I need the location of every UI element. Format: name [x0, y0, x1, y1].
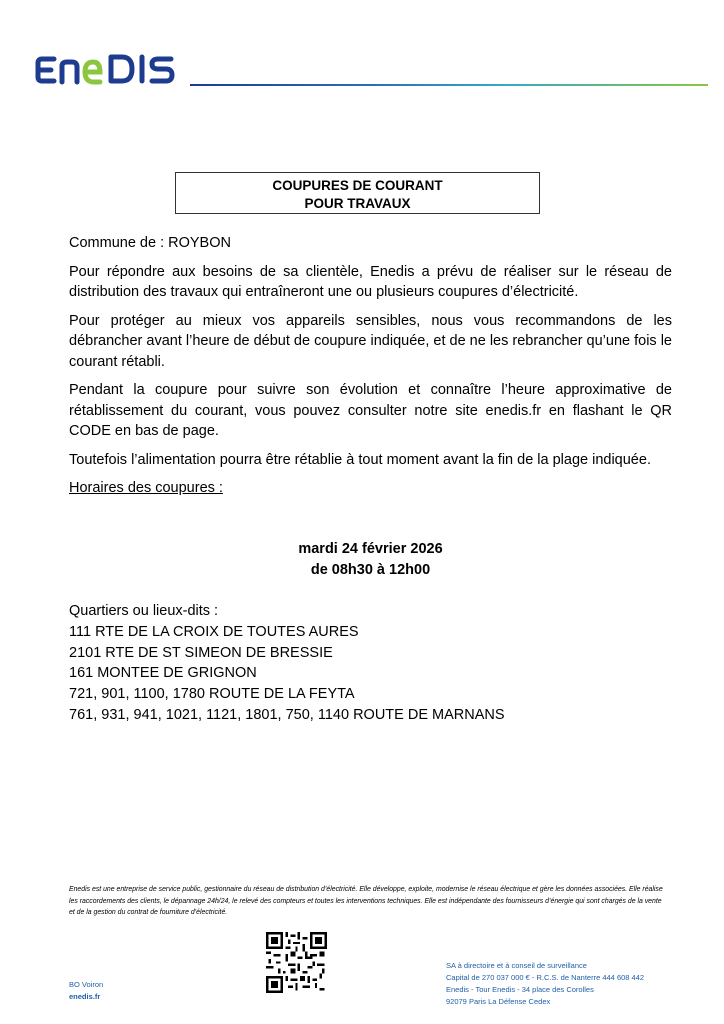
affected-places [69, 601, 672, 726]
footer-office: BO Voiron [69, 980, 104, 989]
place-item: 761, 931, 941, 1021, 1121, 1801, 750, 1140 ROUTE DE MARNANS [69, 706, 505, 723]
outage-schedule [69, 539, 672, 581]
outage-time: de 08h30 à 12h00 [310, 562, 431, 578]
enedis-logo [34, 52, 189, 88]
paragraph-works: Pour répondre aux besoins de sa clientèle, Enedis a prévu de réaliser sur le réseau de distribution des travaux qui entraîneront une ou plusieurs coupures d’électricité. [69, 263, 672, 300]
company-info-line: Capital de 270 037 000 € - R.C.S. de Nanterre 444 608 442 [446, 973, 645, 982]
header-gradient-line [190, 84, 708, 86]
footer-left [69, 979, 103, 1003]
place-item: 111 RTE DE LA CROIX DE TOUTES AURES [69, 623, 359, 640]
company-info-line: Enedis - Tour Enedis - 34 place des Corolles [446, 985, 594, 994]
company-info-line: 92079 Paris La Défense Cedex [446, 997, 551, 1006]
title-line-2: POUR TRAVAUX [304, 196, 411, 211]
document-title-box [175, 172, 540, 214]
legal-disclaimer: Enedis est une entreprise de service public, gestionnaire du réseau de distribution d’électricité. Elle développe, exploite, modernise le réseau électrique et gère les données associées. Elle réalise les raccordements des clients, le dépannage 24h/24, le relevé des compteurs et toutes les interventions techniques. Elle est indépendante des fournisseurs d’énergie qui sont chargés de la vente et de la gestion du contrat de fourniture d’électricité. [69, 886, 663, 916]
footer-website-link[interactable]: enedis.fr [69, 992, 101, 1001]
place-item: 161 MONTEE DE GRIGNON [69, 665, 257, 682]
footer-company-info [446, 960, 644, 1008]
schedule-heading: Horaires des coupures : [69, 480, 223, 496]
paragraph-restore-anytime: Toutefois l’alimentation pourra être rétablie à tout moment avant la fin de la plage indiquée. [69, 451, 651, 468]
company-info-line: SA à directoire et à conseil de surveillance [446, 961, 587, 970]
paragraph-protect-devices: Pour protéger au mieux vos appareils sensibles, nous vous recommandons de les débrancher avant l’heure de début de coupure indiquée, et de ne les rebrancher qu’une fois le courant rétabli. [69, 312, 672, 370]
paragraph-follow-outage: Pendant la coupure pour suivre son évolution et connaître l’heure approximative de rétablissement du courant, vous pouvez consulter notre site enedis.fr en flashant le QR CODE en bas de page. [69, 382, 672, 439]
title-line-1: COUPURES DE COURANT [272, 178, 443, 193]
qr-code[interactable] [266, 932, 327, 993]
place-item: 721, 901, 1100, 1780 ROUTE DE LA FEYTA [69, 686, 355, 703]
places-heading: Quartiers ou lieux-dits : [69, 603, 219, 619]
outage-date: mardi 24 février 2026 [298, 541, 443, 557]
commune-line: Commune de : ROYBON [69, 235, 231, 251]
place-item: 2101 RTE DE ST SIMEON DE BRESSIE [69, 644, 333, 661]
notice-body [69, 233, 672, 507]
